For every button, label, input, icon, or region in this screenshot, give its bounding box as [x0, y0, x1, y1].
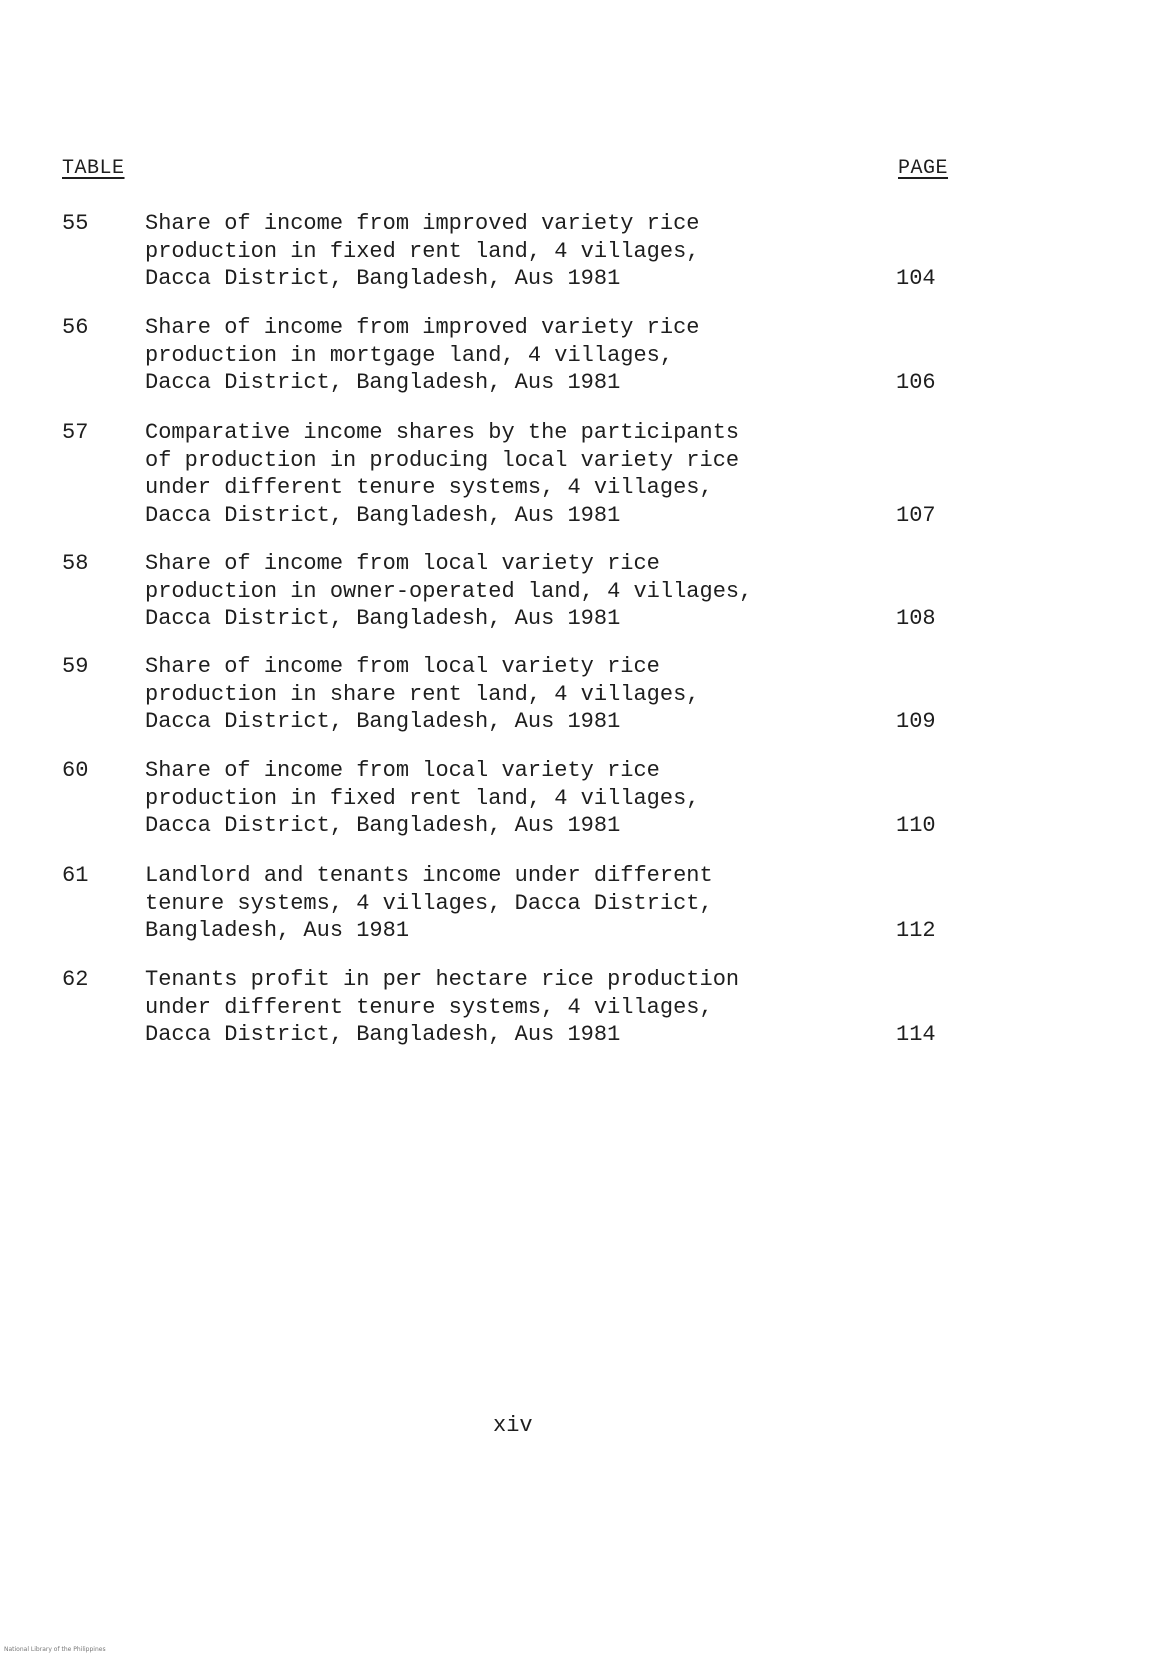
title-line: Share of income from local variety rice — [145, 758, 660, 783]
table-number: 55 — [62, 211, 89, 236]
title-line: Landlord and tenants income under different — [145, 863, 713, 888]
title-line: production in share rent land, 4 villages, — [145, 681, 700, 707]
title-line: production in mortgage land, 4 villages, — [145, 342, 674, 368]
title-line: production in fixed rent land, 4 villages, — [145, 238, 700, 264]
title-line: Dacca District, Bangladesh, Aus 1981 — [145, 709, 621, 734]
table-number: 62 — [62, 967, 89, 992]
footer-note: National Library of the Philippines — [4, 1646, 106, 1653]
table-title — [145, 550, 785, 633]
table-title — [145, 210, 785, 293]
table-title — [145, 757, 785, 840]
title-line: under different tenure systems, 4 villages, — [145, 994, 713, 1020]
table-title — [145, 653, 785, 736]
page-column-header: PAGE — [898, 157, 949, 180]
title-line: Dacca District, Bangladesh, Aus 1981 — [145, 266, 621, 291]
title-line: Share of income from local variety rice — [145, 551, 660, 576]
table-number: 60 — [62, 758, 89, 783]
table-title — [145, 419, 785, 529]
title-line: Dacca District, Bangladesh, Aus 1981 — [145, 606, 621, 631]
title-line: production in fixed rent land, 4 villages, — [145, 785, 700, 811]
title-line: Share of income from improved variety rice — [145, 211, 700, 236]
title-line: under different tenure systems, 4 villages, — [145, 475, 713, 500]
table-title — [145, 966, 785, 1049]
title-line: Comparative income shares by the participants — [145, 420, 740, 445]
table-title — [145, 314, 785, 397]
page-number: 106 — [896, 370, 936, 395]
table-number: 58 — [62, 551, 89, 576]
title-line: Dacca District, Bangladesh, Aus 1981 — [145, 502, 621, 528]
title-line: Bangladesh, Aus 1981 — [145, 918, 410, 943]
title-line: production in owner-operated land, 4 villages, — [145, 578, 753, 604]
title-line: of production in producing local variety rice — [145, 447, 740, 473]
title-line: Tenants profit in per hectare rice production — [145, 967, 740, 992]
table-title — [145, 862, 785, 945]
title-line: Dacca District, Bangladesh, Aus 1981 — [145, 813, 621, 838]
table-number: 57 — [62, 420, 89, 445]
title-line: Dacca District, Bangladesh, Aus 1981 — [145, 370, 621, 395]
title-line: Share of income from improved variety rice — [145, 315, 700, 340]
page-number: 114 — [896, 1022, 936, 1047]
page-number: 110 — [896, 813, 936, 838]
table-number: 59 — [62, 654, 89, 679]
page-number: 112 — [896, 918, 936, 943]
table-number: 61 — [62, 863, 89, 888]
table-number: 56 — [62, 315, 89, 340]
title-line: tenure systems, 4 villages, Dacca District, — [145, 890, 713, 916]
page-number: 107 — [896, 502, 936, 528]
page-folio: xiv — [493, 1413, 533, 1438]
title-line: Dacca District, Bangladesh, Aus 1981 — [145, 1022, 621, 1047]
page-number: 108 — [896, 606, 936, 631]
page-number: 109 — [896, 709, 936, 734]
title-line: Share of income from local variety rice — [145, 654, 660, 679]
page-number: 104 — [896, 266, 936, 291]
table-column-header: TABLE — [62, 157, 125, 180]
